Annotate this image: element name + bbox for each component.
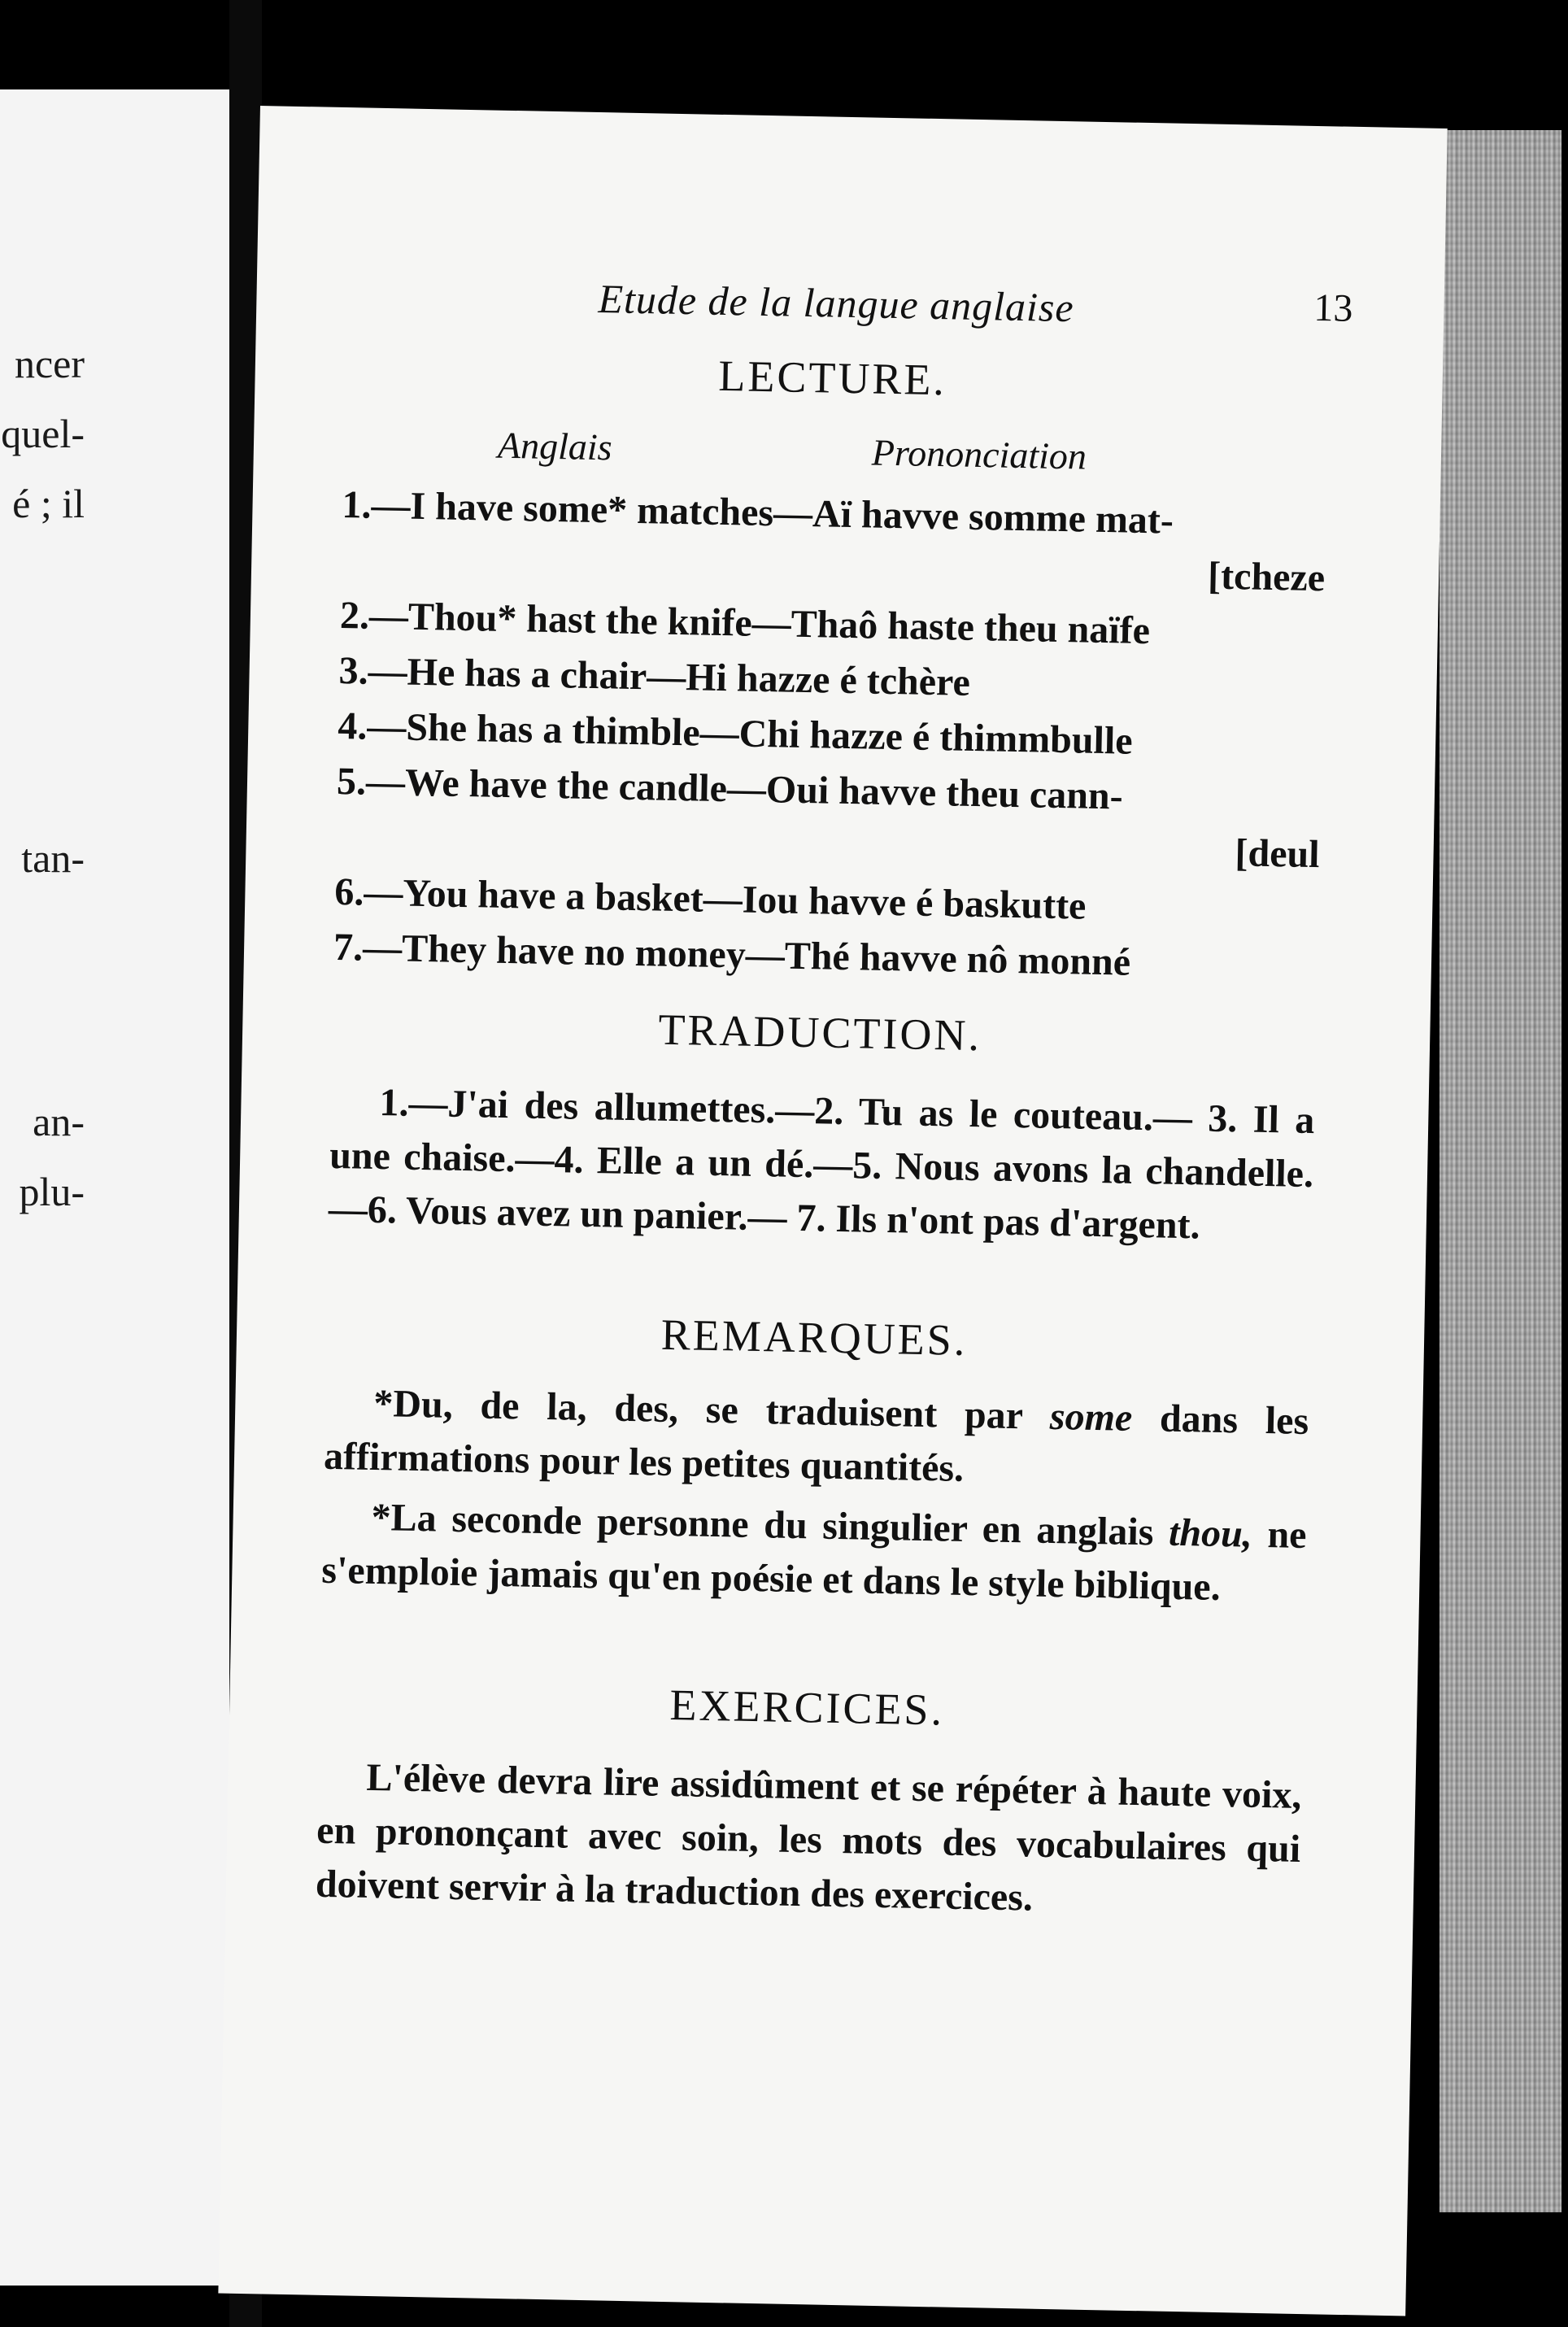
page-number: 13	[1313, 285, 1353, 330]
lecture-line-5-continuation: [deul	[1235, 831, 1321, 877]
lecture-line-1-continuation: [tcheze	[1207, 554, 1326, 600]
page-edges	[1440, 130, 1561, 2212]
remark-note-2-text-end: ne s'emploie jamais qu'en poésie et dans le style biblique.	[320, 1512, 1308, 1609]
remark-note-1-text-end: dans les affirmations pour les petites quantités.	[323, 1396, 1309, 1490]
left-page-fragment: ncer	[14, 341, 85, 386]
running-head: Etude de la langue anglaise	[597, 276, 1075, 331]
remark-note-2-text: *La seconde personne du singulier en anglais	[371, 1495, 1169, 1554]
remark-note-2	[321, 1490, 1307, 1616]
lecture-line-7: 7.—They have no money—Thé havve nô monné	[333, 925, 1131, 984]
left-page-fragment: quel-	[1, 411, 85, 456]
lecture-line-3: 3.—He has a chair—Hi hazze é tchère	[338, 648, 971, 704]
lecture-line-6: 6.—You have a basket—Iou havve é baskutte	[333, 869, 1087, 928]
exercices-paragraph	[315, 1750, 1302, 1930]
lecture-line-5: 5.—We have the candle—Oui havve theu cann-	[336, 759, 1124, 818]
heading-lecture: LECTURE.	[717, 351, 947, 405]
heading-exercices: EXERCICES.	[669, 1680, 945, 1735]
left-page-fragment: plu-	[19, 1169, 85, 1214]
left-page-fragment: an-	[33, 1099, 85, 1144]
heading-traduction: TRADUCTION.	[657, 1004, 982, 1061]
lecture-line-4: 4.—She has a thimble—Chi hazze é thimmbulle	[337, 704, 1134, 763]
remark-note-1-emphasis: some	[1049, 1394, 1133, 1440]
left-page-fragment: tan-	[21, 835, 85, 881]
column-heading-english: Anglais	[497, 424, 613, 468]
traduction-text: 1.—J'ai des allumettes.—2. Tu as le couteau.— 3. Il a une chaise.—4. Elle a un dé.—5. Nous avons la chandelle.—6. Vous avez un panier.— 7. Ils n'ont pas d'argent.	[328, 1081, 1315, 1248]
book-page	[218, 106, 1447, 2316]
lecture-line-2: 2.—Thou* hast the knife—Thaô haste theu naïfe	[339, 594, 1151, 653]
lecture-line-1: 1.—I have some* matches—Aï havve somme mat-	[342, 483, 1174, 543]
left-page-fragment: é ; il	[12, 481, 85, 526]
remark-note-1-text: *Du, de la, des, se traduisent par	[372, 1381, 1051, 1438]
exercices-text: L'élève devra lire assidûment et se répéter à haute voix, en prononçant avec soin, les mots des vocabulaires qui doivent servir à la traduction des exercices.	[315, 1755, 1302, 1920]
remark-note-2-emphasis: thou,	[1168, 1510, 1253, 1556]
remark-note-1	[323, 1376, 1309, 1502]
previous-page	[0, 89, 229, 2286]
traduction-paragraph	[328, 1075, 1315, 1255]
heading-remarques: REMARQUES.	[660, 1309, 968, 1365]
column-heading-pronunciation: Prononciation	[871, 431, 1087, 477]
